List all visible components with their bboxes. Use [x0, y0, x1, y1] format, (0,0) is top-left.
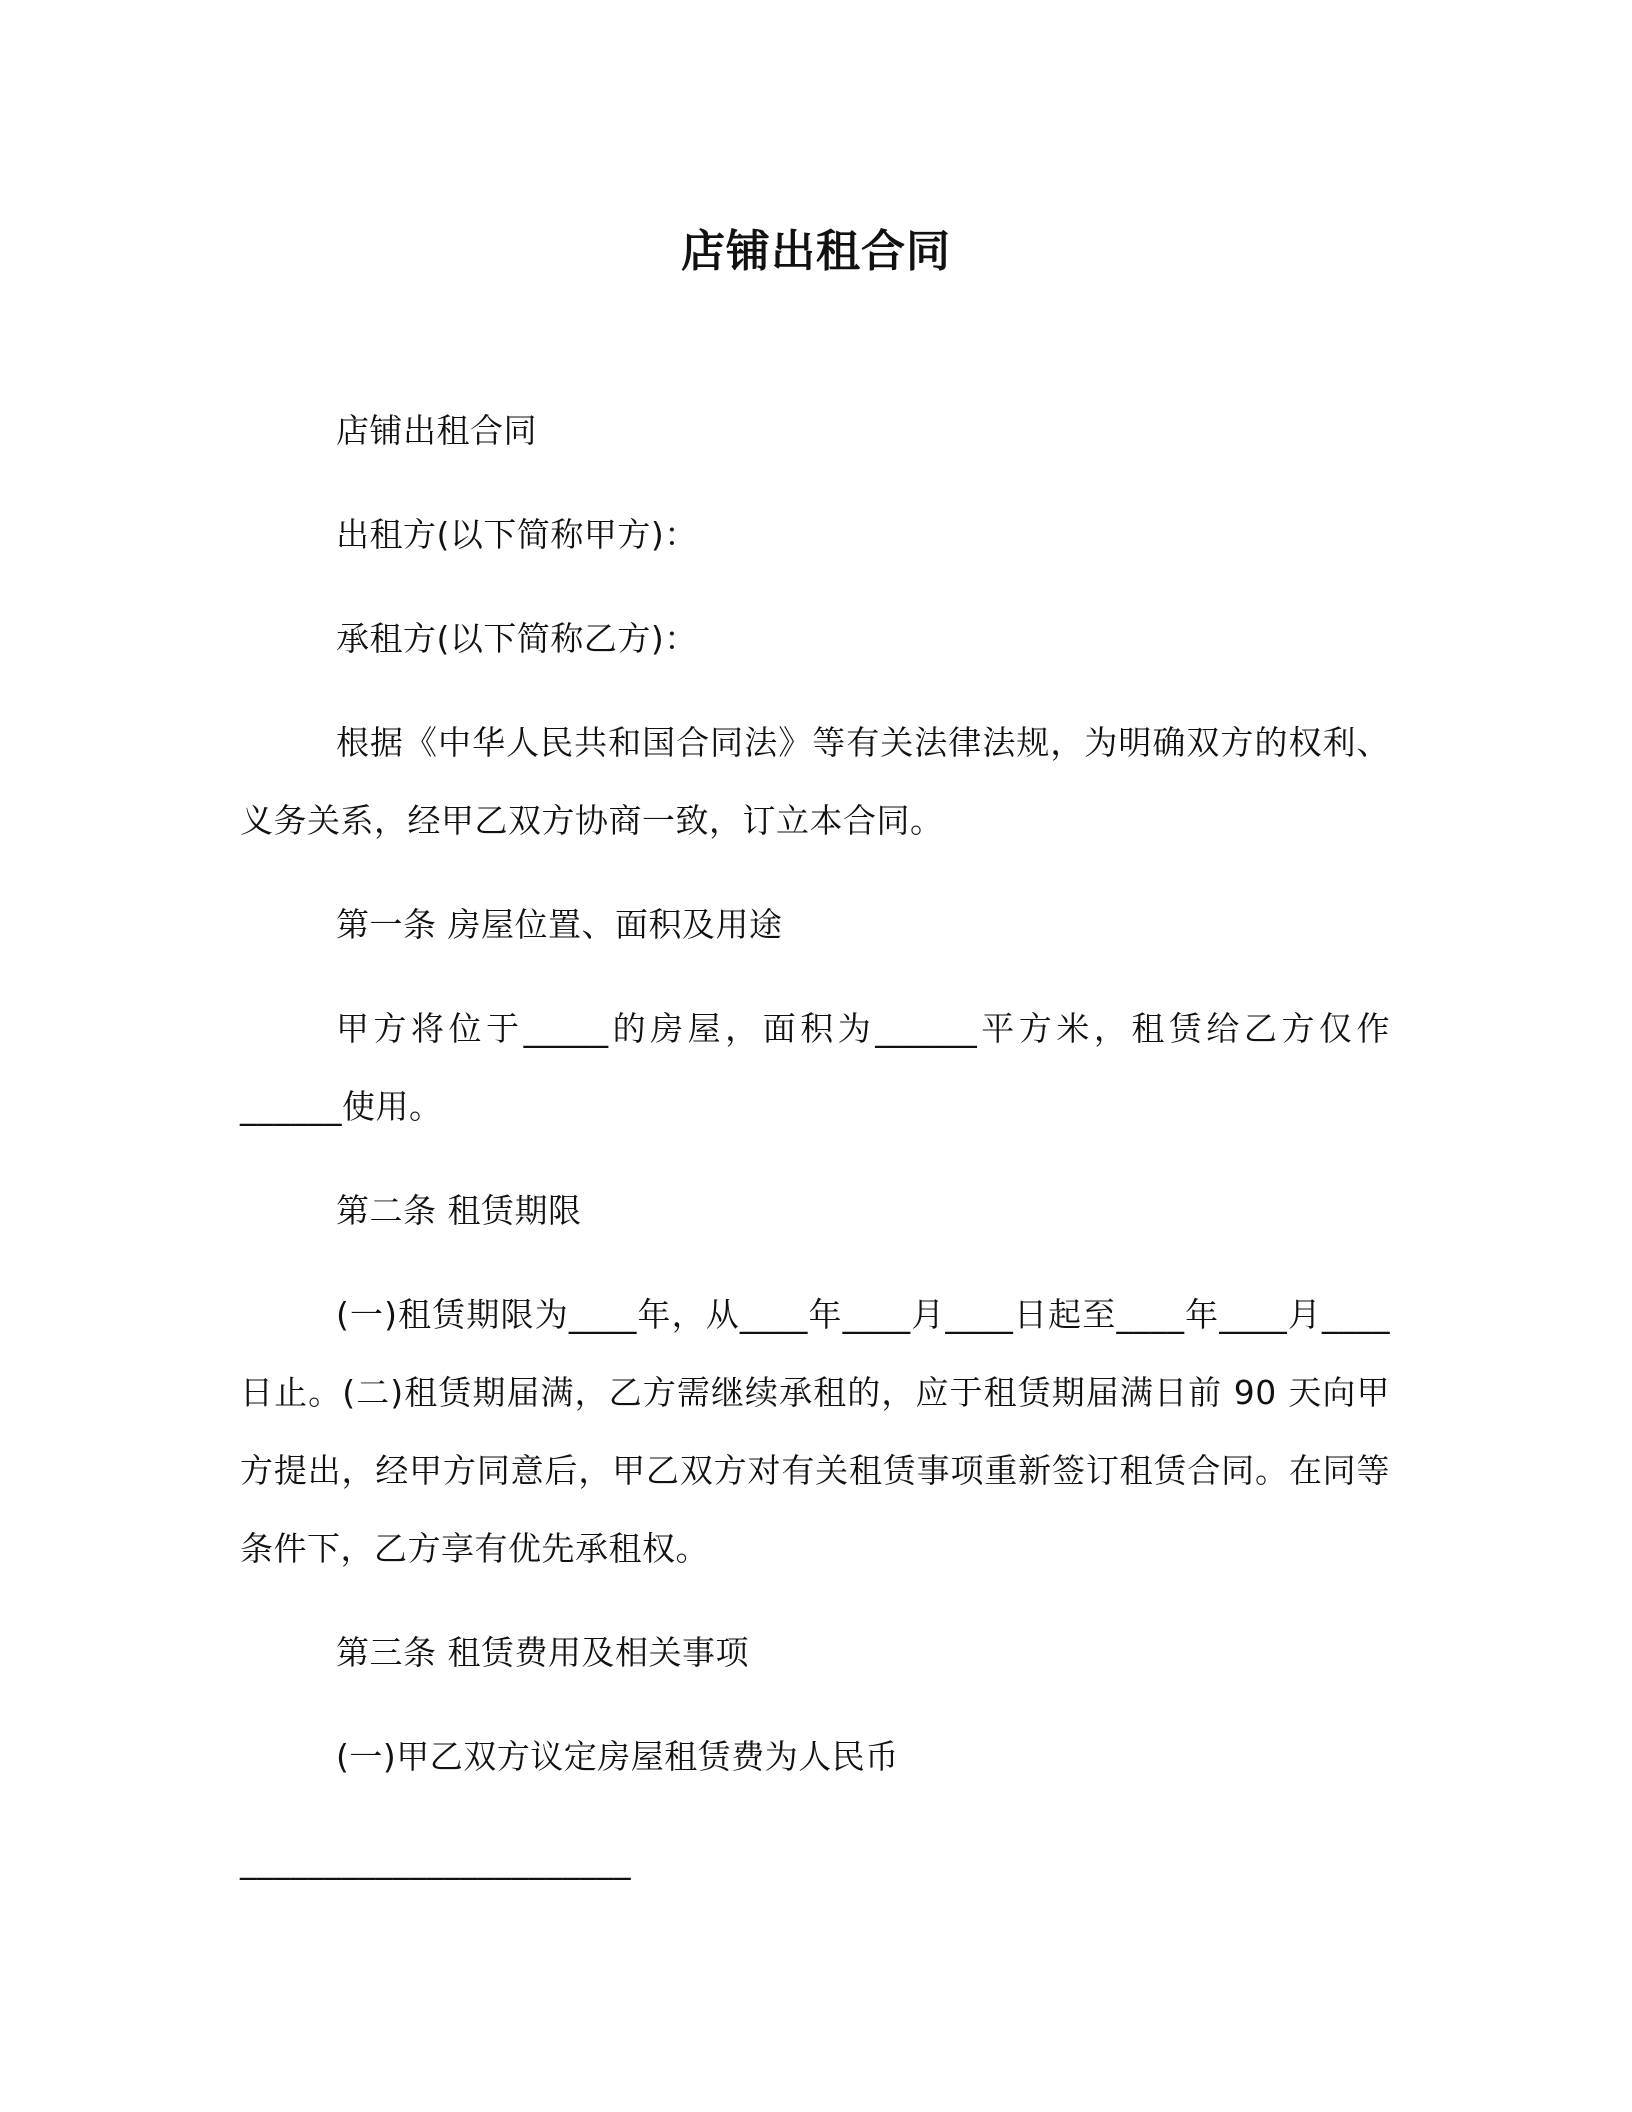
paragraph-heading: 店铺出租合同: [336, 411, 537, 450]
document-title: 店铺出租合同: [681, 226, 951, 277]
paragraph-preamble: 根据《中华人民共和国合同法》等有关法律法规，为明确双方的权利、义务关系，经甲乙双方协商一致，订立本合同。: [240, 723, 1390, 840]
article-1-heading: 第一条 房屋位置、面积及用途: [336, 905, 783, 944]
article-3-text: (一)甲乙双方议定房屋租赁费为人民币: [336, 1737, 899, 1776]
document-body: [240, 392, 1390, 1900]
paragraph-lessee: 承租方(以下简称乙方)：: [336, 619, 698, 658]
article-1-text: 甲方将位于_____的房屋，面积为______平方米，租赁给乙方仅作______使用。: [240, 1009, 1390, 1126]
article-3-heading: 第三条 租赁费用及相关事项: [336, 1633, 749, 1672]
article-2-text: (一)租赁期限为____年，从____年____月____日起至____年____月____日止。(二)租赁期届满，乙方需继续承租的，应于租赁期届满日前 90 天向甲方提出，经甲方同意后，甲乙双方对有关租赁事项重新签订租赁合同。在同等条件下，乙方享有优先承租权。: [240, 1295, 1390, 1568]
trailing-blank-line: _______________________: [240, 1841, 631, 1880]
article-2-heading: 第二条 租赁期限: [336, 1191, 582, 1230]
paragraph-lessor: 出租方(以下简称甲方)：: [336, 515, 698, 554]
